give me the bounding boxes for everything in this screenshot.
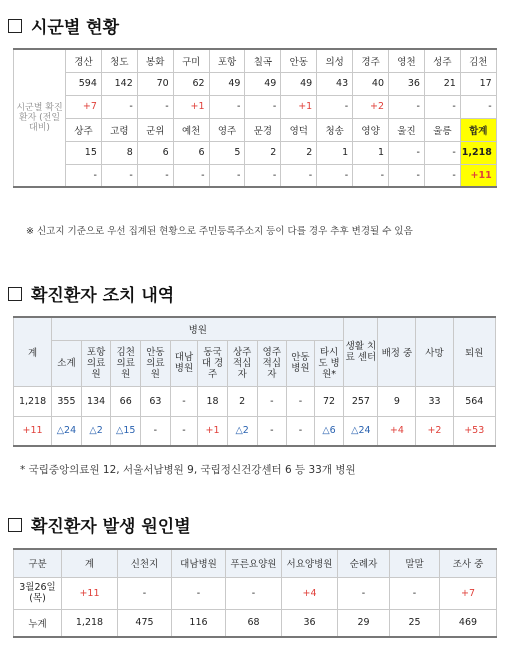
cause-header: 구분 [14, 549, 62, 577]
region-count: 70 [137, 72, 173, 95]
measure-value: - [287, 386, 315, 416]
region-header: 성주 [424, 49, 460, 72]
region-change: - [245, 164, 281, 187]
cause-header: 신천지 [118, 549, 172, 577]
cause-value: - [172, 577, 226, 609]
region-header: 영주 [209, 118, 245, 141]
region-count: 40 [353, 72, 389, 95]
hospital-sub: 상주 적십자 [227, 340, 257, 386]
region-header: 상주 [66, 118, 102, 141]
region-count: 49 [245, 72, 281, 95]
cause-row-label: 3월26일 (목) [14, 577, 62, 609]
region-change: - [389, 164, 425, 187]
region-count: 2 [281, 141, 317, 164]
region-change: - [281, 164, 317, 187]
region-header: 문경 [245, 118, 281, 141]
section-title-text: 확진환자 발생 원인별 [31, 517, 191, 537]
section-title-by-region [8, 13, 119, 38]
cause-value: 475 [118, 609, 172, 637]
cause-value: 68 [226, 609, 282, 637]
region-change: - [209, 164, 245, 187]
measure-change: - [141, 416, 171, 446]
region-change: - [101, 164, 137, 187]
region-change: - [424, 95, 460, 118]
measure-change: +1 [198, 416, 228, 446]
cause-header: 푸른요양원 [226, 549, 282, 577]
cause-header: 말말 [390, 549, 440, 577]
hospital-sub: 김천 의료원 [111, 340, 141, 386]
cause-value: - [118, 577, 172, 609]
measure-change: +11 [14, 416, 52, 446]
cause-value: 25 [390, 609, 440, 637]
region-header: 경산 [66, 49, 102, 72]
col-total: 계 [14, 317, 52, 386]
region-count: 8 [101, 141, 137, 164]
section-title-text: 시군별 현황 [31, 18, 120, 38]
cause-value: 469 [440, 609, 497, 637]
measure-value: 72 [314, 386, 344, 416]
region-count: 594 [66, 72, 102, 95]
total-header: 합계 [460, 118, 496, 141]
cause-value: +4 [282, 577, 338, 609]
measure-change: +53 [453, 416, 495, 446]
region-change: - [245, 95, 281, 118]
measure-value: - [170, 386, 198, 416]
col-death: 사망 [416, 317, 453, 386]
region-count: 49 [209, 72, 245, 95]
region-header: 구미 [173, 49, 209, 72]
region-change: - [353, 164, 389, 187]
measure-change: △15 [111, 416, 141, 446]
measure-change: △24 [52, 416, 82, 446]
side-label: 시군별 확진환자 (전일대비) [14, 49, 66, 187]
region-count: 43 [317, 72, 353, 95]
region-header: 청도 [101, 49, 137, 72]
measure-change: △24 [344, 416, 378, 446]
region-change: - [460, 95, 496, 118]
region-header: 예천 [173, 118, 209, 141]
hospital-sub: 대남 병원 [170, 340, 198, 386]
cause-row-label: 누계 [14, 609, 62, 637]
checkbox-icon [8, 287, 22, 301]
hospital-sub: 소계 [52, 340, 82, 386]
region-note: ※ 신고지 기준으로 우선 집계된 현황으로 주민등록주소지 등이 다를 경우 추후 변경될 수 있음 [26, 226, 413, 237]
region-header: 영천 [389, 49, 425, 72]
region-header: 울릉 [424, 118, 460, 141]
cause-header: 조사 중 [440, 549, 497, 577]
cause-value: - [226, 577, 282, 609]
region-count: 17 [460, 72, 496, 95]
cause-header: 서요양병원 [282, 549, 338, 577]
cause-header: 순례자 [338, 549, 390, 577]
measure-value: 18 [198, 386, 228, 416]
measure-value: 134 [81, 386, 111, 416]
region-count: 6 [173, 141, 209, 164]
hospital-sub: 안동 병원 [287, 340, 315, 386]
total-change: +11 [460, 164, 496, 187]
region-change: - [424, 164, 460, 187]
region-change: +1 [281, 95, 317, 118]
region-count: 1 [317, 141, 353, 164]
region-header: 울진 [389, 118, 425, 141]
cause-header: 계 [62, 549, 118, 577]
section-title-measures [8, 281, 174, 306]
measure-value: 1,218 [14, 386, 52, 416]
region-header: 봉화 [137, 49, 173, 72]
region-count: 21 [424, 72, 460, 95]
checkbox-icon [8, 19, 22, 33]
cause-value: - [338, 577, 390, 609]
region-change: +7 [66, 95, 102, 118]
region-change: +1 [173, 95, 209, 118]
measure-change: - [257, 416, 287, 446]
hospital-sub: 안동 의료원 [141, 340, 171, 386]
region-header: 김천 [460, 49, 496, 72]
region-header: 포항 [209, 49, 245, 72]
region-count: - [389, 141, 425, 164]
region-change: - [389, 95, 425, 118]
region-header: 경주 [353, 49, 389, 72]
col-hospital: 병원 [52, 317, 344, 340]
region-change: - [66, 164, 102, 187]
cause-value: 116 [172, 609, 226, 637]
region-header: 청송 [317, 118, 353, 141]
region-count: 5 [209, 141, 245, 164]
region-change: - [101, 95, 137, 118]
cause-value: 29 [338, 609, 390, 637]
hospital-sub: 영주 적십자 [257, 340, 287, 386]
region-change: - [137, 95, 173, 118]
region-header: 영덕 [281, 118, 317, 141]
checkbox-icon [8, 518, 22, 532]
cause-value: 1,218 [62, 609, 118, 637]
total-count: 1,218 [460, 141, 496, 164]
measure-value: - [257, 386, 287, 416]
region-count: 2 [245, 141, 281, 164]
cause-value: +11 [62, 577, 118, 609]
region-change: +2 [353, 95, 389, 118]
region-change: - [173, 164, 209, 187]
measure-value: 66 [111, 386, 141, 416]
measure-value: 33 [416, 386, 453, 416]
measures-table [13, 316, 496, 447]
measure-value: 564 [453, 386, 495, 416]
col-center: 생활 치료 센터 [344, 317, 378, 386]
cause-value: - [390, 577, 440, 609]
region-header: 안동 [281, 49, 317, 72]
region-header: 칠곡 [245, 49, 281, 72]
region-count: 1 [353, 141, 389, 164]
region-change: - [317, 95, 353, 118]
region-header: 고령 [101, 118, 137, 141]
measure-change: +2 [416, 416, 453, 446]
cause-table [13, 548, 497, 638]
region-count: 15 [66, 141, 102, 164]
hospital-sub: 포항 의료원 [81, 340, 111, 386]
region-count: 36 [389, 72, 425, 95]
region-count: 6 [137, 141, 173, 164]
measure-change: - [287, 416, 315, 446]
col-wait: 배정 중 [378, 317, 416, 386]
cause-value: 36 [282, 609, 338, 637]
hospital-sub: 동국대 경주 [198, 340, 228, 386]
hospital-sub: 타시도 병원* [314, 340, 344, 386]
cause-value: +7 [440, 577, 497, 609]
measure-value: 9 [378, 386, 416, 416]
measure-value: 2 [227, 386, 257, 416]
measure-value: 63 [141, 386, 171, 416]
measures-note: * 국립중앙의료원 12, 서울서남병원 9, 국립정신건강센터 6 등 33개 병원 [20, 464, 356, 476]
col-discharge: 퇴원 [453, 317, 495, 386]
measure-value: 257 [344, 386, 378, 416]
measure-change: △2 [81, 416, 111, 446]
section-title-text: 확진환자 조치 내역 [31, 286, 175, 306]
measure-value: 355 [52, 386, 82, 416]
measure-change: +4 [378, 416, 416, 446]
region-count: 142 [101, 72, 137, 95]
region-change: - [137, 164, 173, 187]
region-header: 영양 [353, 118, 389, 141]
measure-change: △2 [227, 416, 257, 446]
measure-change: - [170, 416, 198, 446]
region-count: 62 [173, 72, 209, 95]
region-count: - [424, 141, 460, 164]
region-count: 49 [281, 72, 317, 95]
region-change: - [209, 95, 245, 118]
region-status-table [13, 48, 497, 188]
cause-header: 대남병원 [172, 549, 226, 577]
section-title-cause [8, 512, 191, 537]
region-header: 의성 [317, 49, 353, 72]
measure-change: △6 [314, 416, 344, 446]
region-change: - [317, 164, 353, 187]
region-header: 군위 [137, 118, 173, 141]
